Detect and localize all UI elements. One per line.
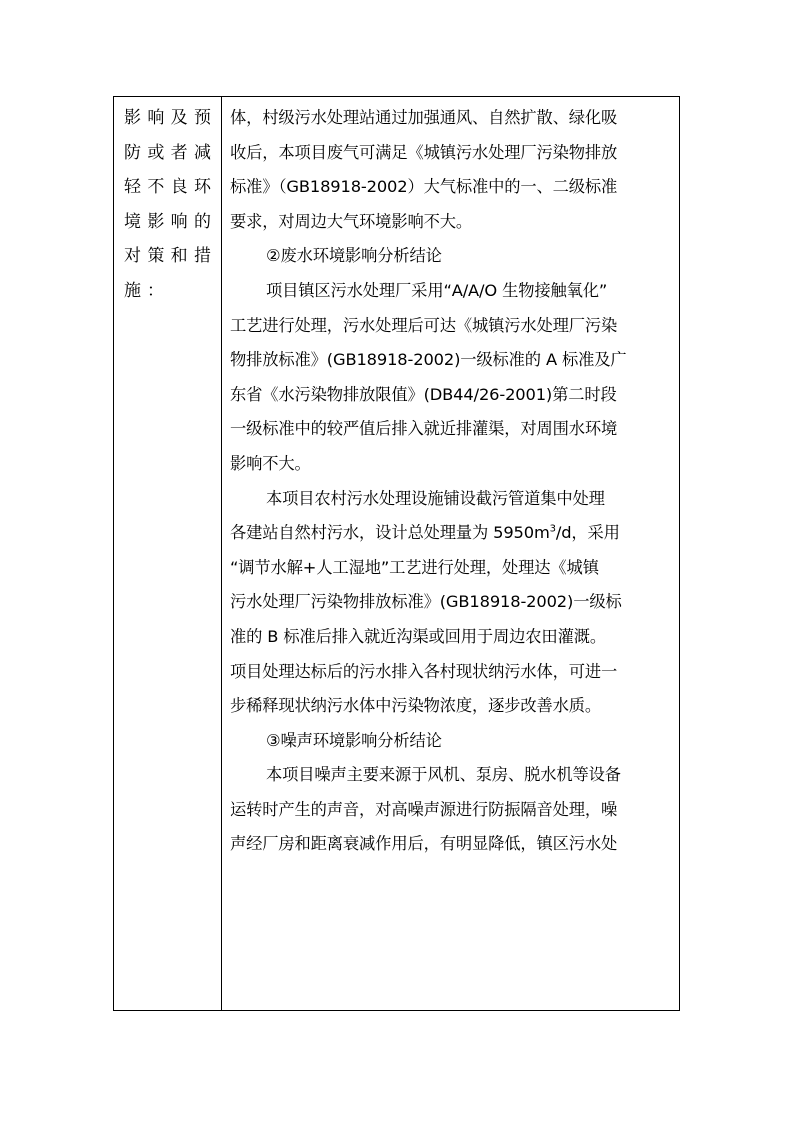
- text-line: 污水处理厂污染物排放标准》(GB18918-2002)一级标: [230, 592, 622, 612]
- category-line: 影响及预: [124, 108, 211, 128]
- category-line: 轻不良环: [124, 177, 211, 198]
- text-line: 声经厂房和距离衰减作用后，有明显降低，镇区污水处: [230, 834, 618, 854]
- text-line: 准的 B 标准后排入就近沟渠或回用于周边农田灌溉。: [230, 626, 606, 646]
- text-line: 运转时产生的声音，对高噪声源进行防振隔音处理，噪: [230, 799, 618, 819]
- text-line: 物排放标准》(GB18918-2002)一级标准的 A 标准及广: [230, 350, 627, 370]
- content-cell: [222, 97, 680, 1011]
- category-line: 对策和措: [124, 246, 211, 267]
- text-line: “调节水解+人工湿地”工艺进行处理，处理达《城镇: [230, 557, 599, 577]
- category-label: [114, 97, 221, 309]
- text-line: 东省《水污染物排放限值》(DB44/26-2001)第二时段: [230, 384, 617, 404]
- text-line: 本项目农村污水处理设施铺设截污管道集中处理: [266, 488, 605, 508]
- text-line: 本项目噪声主要来源于风机、泵房、脱水机等设备: [266, 765, 621, 785]
- text-line: 影响不大。: [230, 453, 311, 473]
- content-body: [222, 97, 679, 862]
- category-line: 境影响的: [124, 211, 211, 232]
- text-line: 一级标准中的较严值后排入就近排灌渠，对周围水环境: [230, 419, 618, 439]
- measures-table: [113, 96, 680, 1011]
- text-line: 标准》（GB18918-2002）大气标准中的一、二级标准: [230, 177, 618, 197]
- text-line: 步稀释现状纳污水体中污染物浓度，逐步改善水质。: [230, 696, 602, 716]
- text-line: 工艺进行处理，污水处理后可达《城镇污水处理厂污染: [230, 315, 618, 335]
- section-heading: ③噪声环境影响分析结论: [266, 730, 442, 750]
- table-row: [114, 97, 680, 1011]
- category-cell: [114, 97, 222, 1011]
- text-segment: /d，采用: [555, 523, 620, 543]
- text-line: 体，村级污水处理站通过加强通风、自然扩散、绿化吸: [230, 108, 618, 127]
- category-line: 施：: [124, 280, 170, 301]
- text-line: 项目处理达标后的污水排入各村现状纳污水体，可进一: [230, 661, 618, 681]
- category-line: 防或者减: [124, 142, 211, 163]
- text-segment: 各建站自然村污水，设计总处理量为 5950m: [230, 523, 550, 543]
- section-heading: ②废水环境影响分析结论: [266, 246, 442, 266]
- superscript: 3: [549, 523, 556, 535]
- text-line: 要求，对周边大气环境影响不大。: [230, 211, 472, 231]
- text-line: 项目镇区污水处理厂采用“A/A/O 生物接触氧化”: [266, 280, 608, 300]
- text-line: 收后，本项目废气可满足《城镇污水处理厂污染物排放: [230, 142, 618, 162]
- text-line: [230, 516, 672, 551]
